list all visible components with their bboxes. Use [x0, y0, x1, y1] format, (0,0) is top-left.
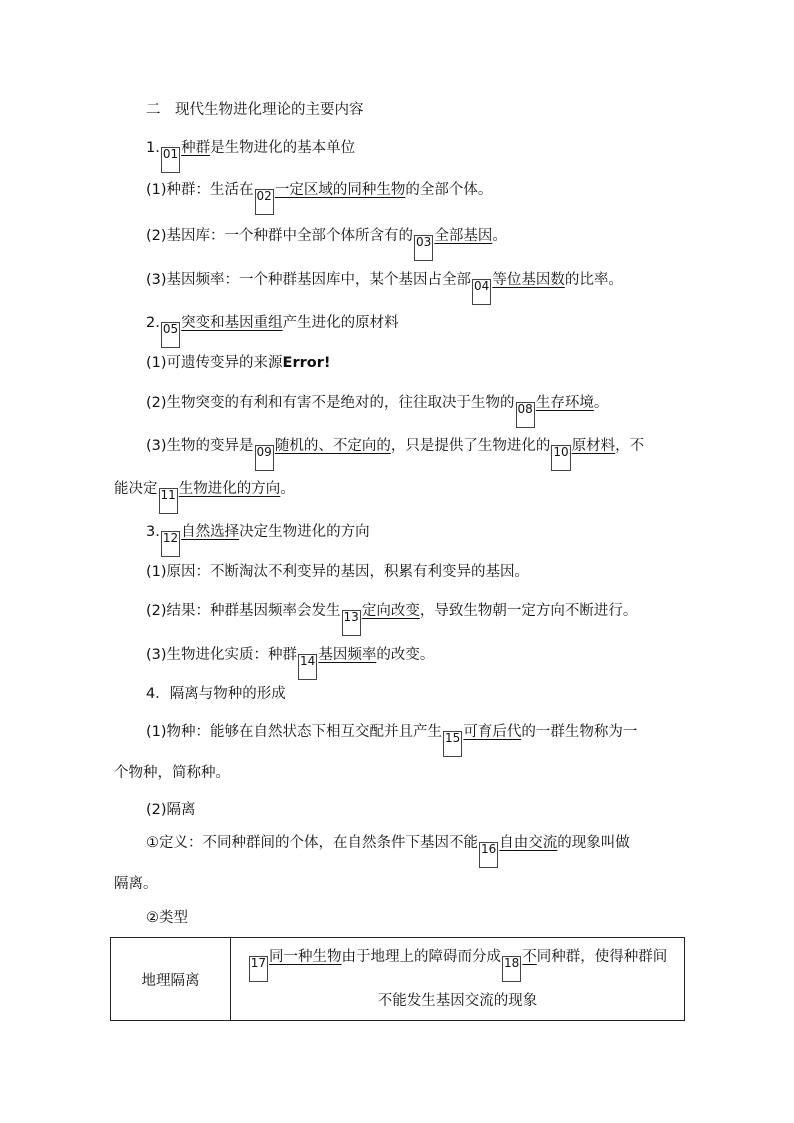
answer: 原材料	[571, 438, 616, 454]
blank-number: 16	[479, 842, 498, 868]
answer: 可育后代	[463, 724, 522, 740]
table-content-line-1: 17 同一种生物由于地理上的障碍而分成 18 不同种群，使得种群间	[237, 938, 678, 982]
blank-number: 08	[516, 402, 535, 428]
answer: 生存环境	[535, 395, 594, 411]
blank-number: 15	[443, 731, 462, 757]
point-4-1: (1)物种：能够在自然状态下相互交配并且产生 15 可育后代的一群生物称为一	[146, 722, 637, 757]
blank-number: 03	[414, 235, 433, 261]
blank-number: 18	[502, 956, 521, 982]
blank-number: 17	[249, 956, 268, 982]
blank-number: 14	[298, 654, 317, 680]
point-1-3: (3)基因频率：一个种群基因库中，某个基因占全部 04 等位基因数的比率。	[146, 270, 623, 305]
point-3-2: (2)结果：种群基因频率会发生 13 定向改变，导致生物朝一定方向不断进行。	[146, 601, 637, 636]
answer: 等位基因数	[492, 272, 565, 288]
point-2: 2. 05 突变和基因重组产生进化的原材料	[146, 313, 399, 348]
answer: 定向改变	[361, 603, 420, 619]
error-text: Error!	[282, 355, 331, 371]
answer: 突变和基因重组	[181, 315, 283, 331]
point-4-2: (2)隔离	[146, 802, 196, 818]
isolation-table	[110, 937, 685, 1021]
answer: 随机的、不定向的	[274, 438, 391, 454]
point-1: 1. 01 种群是生物进化的基本单位	[146, 138, 355, 173]
table-content-line-2: 不能发生基因交流的现象	[377, 993, 538, 1009]
table-row	[111, 938, 685, 1021]
point-2-3: (3)生物的变异是 09 随机的、不定向的，只是提供了生物进化的 10 原材料，不	[146, 436, 644, 471]
answer: 一定区域的同种生物	[274, 182, 406, 198]
answer: 自由交流	[499, 835, 558, 851]
point-2-3-cont: 能决定 11 生物进化的方向。	[114, 479, 295, 514]
point-3: 3. 12 自然选择决定生物进化的方向	[146, 522, 370, 557]
answer: 基因频率	[318, 647, 377, 663]
blank-number: 02	[255, 189, 274, 215]
point-1-1: (1)种群：生活在 02 一定区域的同种生物的全部个体。	[146, 180, 492, 215]
point-1-2: (2)基因库：一个种群中全部个体所含有的 03 全部基因。	[146, 226, 507, 261]
point-3-1: (1)原因：不断淘汰不利变异的基因，积累有利变异的基因。	[146, 564, 530, 580]
blank-number: 09	[255, 445, 274, 471]
table-label: 地理隔离	[111, 938, 231, 1021]
blank-number: 11	[159, 488, 178, 514]
blank-number: 10	[551, 445, 570, 471]
section-title: 二 现代生物进化理论的主要内容	[146, 102, 364, 118]
answer: 生物进化的方向	[178, 481, 281, 497]
blank-number: 01	[161, 147, 180, 173]
point-4: 4．隔离与物种的形成	[146, 686, 286, 702]
answer: 种群	[181, 140, 211, 156]
point-2-1: (1)可遗传变异的来源Error!	[146, 355, 331, 371]
answer: 同一种生物	[269, 949, 342, 965]
answer: 自然选择	[181, 524, 240, 540]
point-4-2-b: ②类型	[146, 910, 188, 926]
point-3-3: (3)生物进化实质：种群 14 基因频率的改变。	[146, 645, 434, 680]
point-2-2: (2)生物突变的有利和有害不是绝对的，往往取决于生物的 08 生存环境。	[146, 393, 608, 428]
answer: 不	[522, 949, 537, 965]
blank-number: 12	[161, 531, 180, 557]
table-content	[231, 938, 685, 1021]
point-4-2-a: ①定义：不同种群间的个体，在自然条件下基因不能 16 自由交流的现象叫做	[146, 833, 630, 868]
point-4-2-a-cont: 隔离。	[114, 876, 158, 892]
blank-number: 13	[342, 610, 361, 636]
blank-number: 05	[161, 322, 180, 348]
point-4-1-cont: 个物种，简称种。	[114, 765, 230, 781]
answer: 全部基因	[434, 228, 493, 244]
blank-number: 04	[472, 279, 491, 305]
